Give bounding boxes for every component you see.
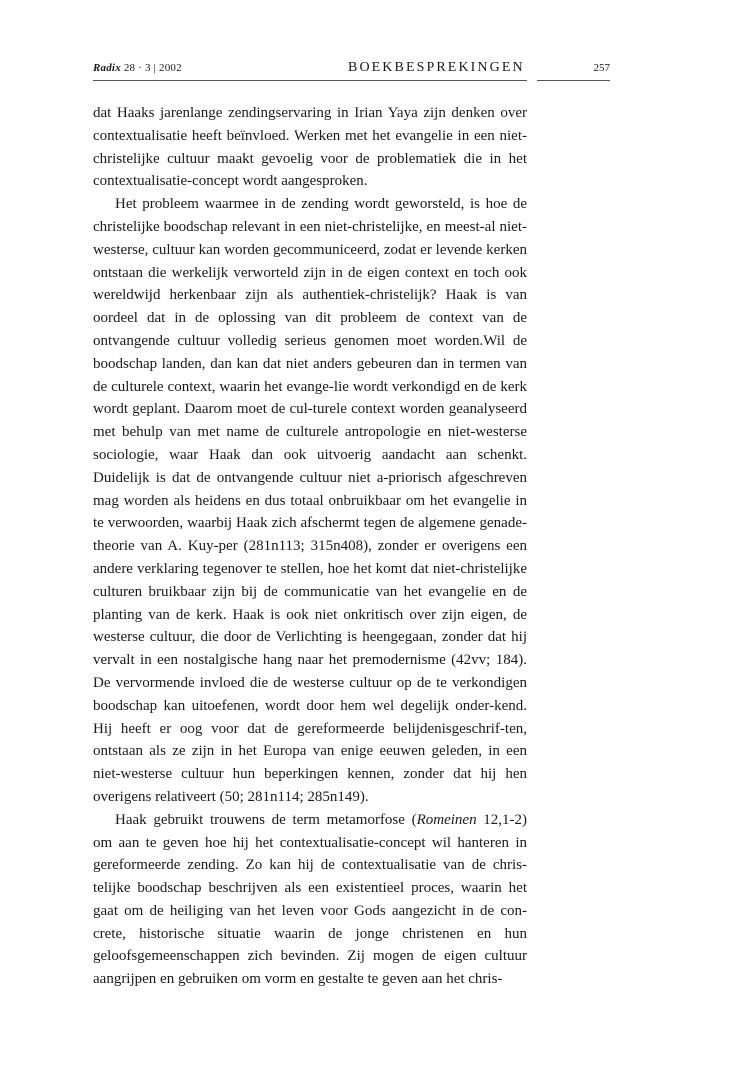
- journal-issue: 28 · 3 | 2002: [123, 62, 182, 74]
- section-title: BOEKBESPREKINGEN: [348, 60, 525, 75]
- running-header: [93, 60, 610, 80]
- bible-book-reference: Romeinen: [416, 811, 477, 828]
- article-body: [93, 102, 527, 991]
- page-number-rule: [537, 80, 610, 81]
- journal-name: Radix: [93, 62, 121, 74]
- paragraph-2: Het probleem waarmee in de zending wordt geworsteld, is hoe de christelijke boodschap relevant in een niet-christelijke, en meest-al niet-westerse, cultuur kan worden gecommuniceerd, zodat er levende kerken ontstaan die werkelijk verworteld zijn in de eigen context en toch ook wereldwijd herkenbaar zijn als authentiek-christelijk? Haak is van oordeel dat in de oplossing van dit probleem de context van de ontvangende cultuur volledig serieus genomen moet worden.Wil de boodschap landen, dan kan dat niet anders gebeuren dan in termen van de culturele context, waarin het evange-lie wordt verkondigd en de kerk wordt geplant. Daarom moet de cul-turele context worden geanalyseerd met behulp van met name de culturele antropologie en niet-westerse sociologie, waar Haak dan ook uitvoerig aandacht aan schenkt. Duidelijk is dat de ontvangende cultuur niet a-priorisch afgeschreven mag worden als heidens en dus totaal onbruikbaar om het evangelie in te verwoorden, waarbij Haak zich afschermt tegen de algemene genade-theorie van A. Kuy-per (281n113; 315n408), zonder er overigens een andere verklaring tegenover te stellen, hoe het komt dat niet-christelijke culturen bruikbaar zijn bij de communicatie van het evangelie en de planting van de kerk. Haak is ook niet onkritisch over zijn eigen, de westerse cultuur, die door de Verlichting is heengegaan, zonder dat hij vervalt in een nostalgische hang naar het premodernisme (42vv; 184). De vervormende invloed die de westerse cultuur op de te verkondigen boodschap kan uitoefenen, wordt door hem wel degelijk onder-kend. Hij heeft er oog voor dat de gereformeerde belijdenisgeschrif-ten, ontstaan als ze zijn in het Europa van enige eeuwen geleden, in een niet-westerse cultuur hun beperkingen kennen, zonder dat hij hen overigens relativeert (50; 281n114; 285n149).: [93, 196, 527, 805]
- page-number: 257: [593, 62, 610, 74]
- paragraph-1: dat Haaks jarenlange zendingservaring in Irian Yaya zijn denken over contextualisatie heeft beïnvloed. Werken met het evangelie in een niet-christelijke cultuur maakt gevoelig voor de problematiek die in het contextualisatie-concept wordt aangesproken.: [93, 105, 527, 190]
- header-rule: [93, 80, 527, 81]
- paragraph-3: [93, 809, 527, 991]
- journal-citation: [93, 62, 182, 74]
- paragraph-3-rest: 12,1-2) om aan te geven hoe hij het contextualisatie-concept wil hanteren in gereformeerde zending. Zo kan hij de contextualisatie van de chris-telijke boodschap beschrijven als een existentieel proces, waarin het gaat om de heiliging van het leven voor Gods aangezicht in de con-crete, historische situatie waarin de jonge christenen en hun geloofsgemeenschappen zich bevinden. Zij mogen de eigen cultuur aangrijpen en gebruiken om vorm en gestalte te geven aan het chris-: [93, 811, 527, 988]
- paragraph-3-start: Haak gebruikt trouwens de term metamorfose (: [115, 811, 417, 828]
